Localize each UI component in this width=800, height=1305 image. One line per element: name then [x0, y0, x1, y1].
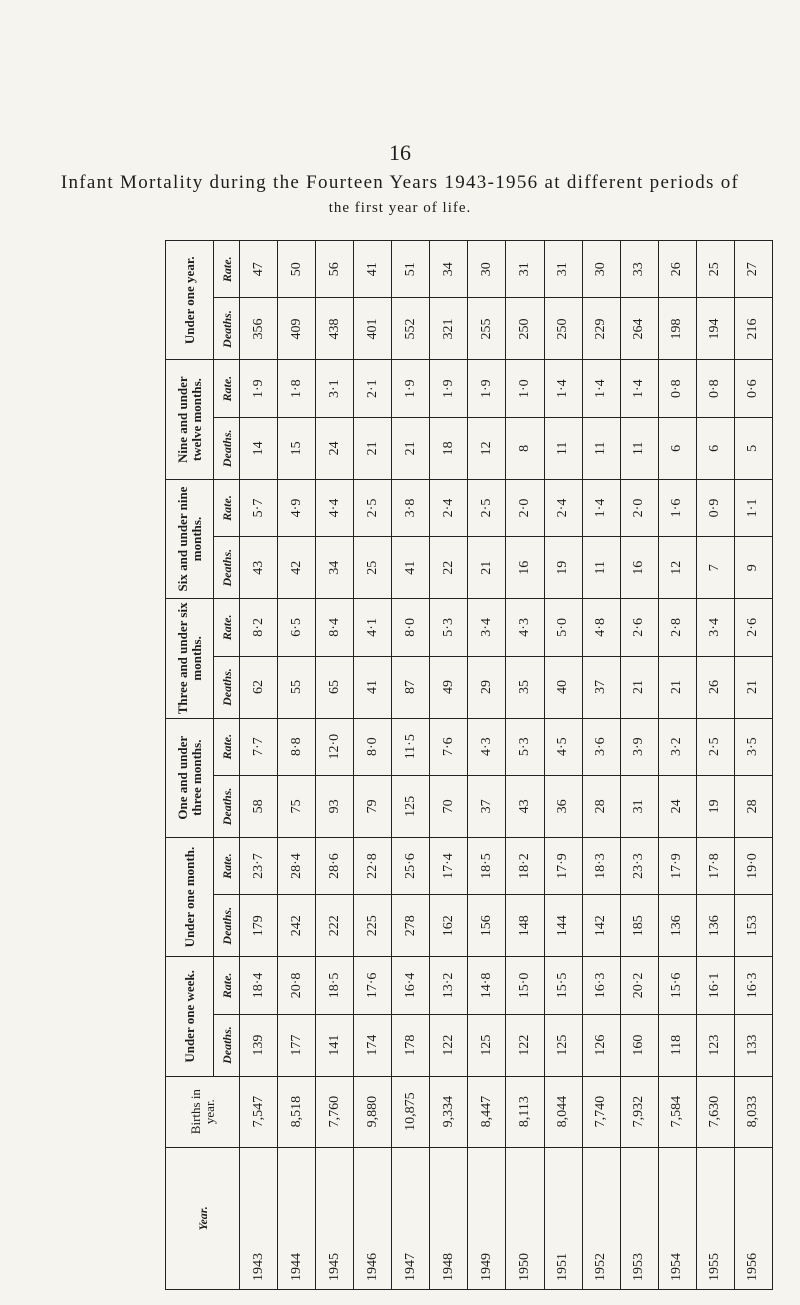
rate-cell: 41	[354, 241, 392, 298]
group-header: Under one week.	[166, 957, 214, 1076]
deaths-cell: 125	[468, 1014, 506, 1076]
deaths-cell: 35	[506, 656, 544, 718]
deaths-subheader: Deaths.	[214, 1014, 240, 1076]
deaths-cell: 24	[658, 775, 696, 837]
rate-cell: 4·9	[278, 479, 316, 536]
births-cell: 8,033	[734, 1076, 772, 1147]
rate-cell: 28·6	[316, 837, 354, 894]
rate-cell: 8·8	[278, 718, 316, 775]
year-cell: 1955	[696, 1147, 734, 1289]
rate-cell: 15·0	[506, 957, 544, 1014]
births-header: Births in year.	[166, 1076, 240, 1147]
rate-subheader: Rate.	[214, 479, 240, 536]
rate-cell: 13·2	[430, 957, 468, 1014]
rate-cell: 4·3	[468, 718, 506, 775]
births-cell: 8,044	[544, 1076, 582, 1147]
group-header: Three and under six months.	[166, 599, 214, 718]
births-cell: 7,760	[316, 1076, 354, 1147]
rate-subheader: Rate.	[214, 957, 240, 1014]
page-title: Infant Mortality during the Fourteen Years 1943-1956 at different periods of	[60, 172, 740, 193]
deaths-cell: 122	[430, 1014, 468, 1076]
rate-cell: 1·9	[240, 360, 278, 417]
births-cell: 9,880	[354, 1076, 392, 1147]
rate-cell: 25·6	[392, 837, 430, 894]
rate-cell: 56	[316, 241, 354, 298]
year-cell: 1944	[278, 1147, 316, 1289]
deaths-cell: 242	[278, 895, 316, 957]
deaths-cell: 21	[354, 417, 392, 479]
deaths-cell: 55	[278, 656, 316, 718]
deaths-cell: 174	[354, 1014, 392, 1076]
deaths-cell: 438	[316, 298, 354, 360]
deaths-cell: 41	[354, 656, 392, 718]
rate-cell: 23·7	[240, 837, 278, 894]
deaths-cell: 93	[316, 775, 354, 837]
table-row	[354, 241, 392, 1290]
rate-cell: 17·9	[544, 837, 582, 894]
rate-cell: 4·1	[354, 599, 392, 656]
year-header: Year.	[166, 1147, 240, 1289]
births-cell: 8,447	[468, 1076, 506, 1147]
rate-cell: 18·3	[582, 837, 620, 894]
table-row	[240, 241, 278, 1290]
deaths-cell: 133	[734, 1014, 772, 1076]
mortality-table-rotator	[165, 240, 773, 1290]
rate-cell: 51	[392, 241, 430, 298]
rate-cell: 2·6	[734, 599, 772, 656]
rate-cell: 14·8	[468, 957, 506, 1014]
deaths-cell: 156	[468, 895, 506, 957]
rate-cell: 1·1	[734, 479, 772, 536]
deaths-cell: 177	[278, 1014, 316, 1076]
year-cell: 1952	[582, 1147, 620, 1289]
rate-subheader: Rate.	[214, 360, 240, 417]
rate-cell: 30	[582, 241, 620, 298]
rate-cell: 5·3	[506, 718, 544, 775]
deaths-cell: 28	[582, 775, 620, 837]
rate-cell: 0·9	[696, 479, 734, 536]
deaths-cell: 136	[658, 895, 696, 957]
rate-cell: 25	[696, 241, 734, 298]
rate-cell: 18·5	[468, 837, 506, 894]
deaths-cell: 21	[468, 537, 506, 599]
deaths-cell: 21	[392, 417, 430, 479]
rate-cell: 3·8	[392, 479, 430, 536]
rate-cell: 17·9	[658, 837, 696, 894]
rate-cell: 27	[734, 241, 772, 298]
deaths-subheader: Deaths.	[214, 895, 240, 957]
deaths-cell: 41	[392, 537, 430, 599]
rate-cell: 3·9	[620, 718, 658, 775]
deaths-cell: 29	[468, 656, 506, 718]
page-subtitle: the first year of life.	[328, 200, 472, 216]
rate-cell: 20·8	[278, 957, 316, 1014]
rate-cell: 5·3	[430, 599, 468, 656]
deaths-cell: 222	[316, 895, 354, 957]
group-header: Six and under nine months.	[166, 479, 214, 598]
rate-cell: 8·0	[354, 718, 392, 775]
deaths-cell: 185	[620, 895, 658, 957]
table-row	[658, 241, 696, 1290]
rate-cell: 7·6	[430, 718, 468, 775]
births-cell: 10,875	[392, 1076, 430, 1147]
deaths-cell: 178	[392, 1014, 430, 1076]
deaths-cell: 139	[240, 1014, 278, 1076]
deaths-cell: 21	[620, 656, 658, 718]
deaths-cell: 144	[544, 895, 582, 957]
deaths-cell: 87	[392, 656, 430, 718]
rate-cell: 2·5	[354, 479, 392, 536]
deaths-subheader: Deaths.	[214, 656, 240, 718]
rate-cell: 0·6	[734, 360, 772, 417]
rate-cell: 8·4	[316, 599, 354, 656]
rate-cell: 17·8	[696, 837, 734, 894]
table-row	[278, 241, 316, 1290]
deaths-cell: 19	[696, 775, 734, 837]
deaths-cell: 5	[734, 417, 772, 479]
births-cell: 8,113	[506, 1076, 544, 1147]
table-row	[620, 241, 658, 1290]
rate-cell: 5·7	[240, 479, 278, 536]
rate-cell: 16·4	[392, 957, 430, 1014]
deaths-cell: 16	[506, 537, 544, 599]
rate-cell: 2·6	[620, 599, 658, 656]
rate-cell: 3·2	[658, 718, 696, 775]
rate-cell: 47	[240, 241, 278, 298]
rate-cell: 34	[430, 241, 468, 298]
deaths-cell: 153	[734, 895, 772, 957]
deaths-cell: 356	[240, 298, 278, 360]
deaths-cell: 12	[468, 417, 506, 479]
rate-cell: 22·8	[354, 837, 392, 894]
rate-cell: 19·0	[734, 837, 772, 894]
deaths-cell: 122	[506, 1014, 544, 1076]
deaths-cell: 194	[696, 298, 734, 360]
table-row	[506, 241, 544, 1290]
rate-cell: 3·4	[696, 599, 734, 656]
rate-cell: 2·5	[696, 718, 734, 775]
rate-cell: 18·2	[506, 837, 544, 894]
rate-cell: 18·4	[240, 957, 278, 1014]
deaths-cell: 43	[506, 775, 544, 837]
table-row	[392, 241, 430, 1290]
deaths-cell: 401	[354, 298, 392, 360]
deaths-cell: 40	[544, 656, 582, 718]
deaths-cell: 58	[240, 775, 278, 837]
deaths-cell: 28	[734, 775, 772, 837]
group-header: One and under three months.	[166, 718, 214, 837]
deaths-cell: 75	[278, 775, 316, 837]
rate-cell: 1·9	[468, 360, 506, 417]
year-cell: 1953	[620, 1147, 658, 1289]
year-cell: 1954	[658, 1147, 696, 1289]
rate-cell: 4·5	[544, 718, 582, 775]
deaths-cell: 225	[354, 895, 392, 957]
deaths-cell: 6	[696, 417, 734, 479]
rate-cell: 33	[620, 241, 658, 298]
table-row	[696, 241, 734, 1290]
rate-subheader: Rate.	[214, 599, 240, 656]
deaths-cell: 34	[316, 537, 354, 599]
rate-cell: 1·8	[278, 360, 316, 417]
mortality-table	[165, 240, 773, 1290]
rate-cell: 3·1	[316, 360, 354, 417]
table-row	[316, 241, 354, 1290]
rate-cell: 1·0	[506, 360, 544, 417]
births-cell: 7,740	[582, 1076, 620, 1147]
deaths-cell: 7	[696, 537, 734, 599]
deaths-cell: 18	[430, 417, 468, 479]
rate-cell: 4·3	[506, 599, 544, 656]
deaths-cell: 12	[658, 537, 696, 599]
births-cell: 7,630	[696, 1076, 734, 1147]
deaths-cell: 31	[620, 775, 658, 837]
deaths-cell: 24	[316, 417, 354, 479]
deaths-cell: 15	[278, 417, 316, 479]
deaths-cell: 142	[582, 895, 620, 957]
deaths-cell: 250	[544, 298, 582, 360]
deaths-cell: 179	[240, 895, 278, 957]
deaths-cell: 11	[582, 537, 620, 599]
table-body	[240, 241, 773, 1290]
deaths-cell: 126	[582, 1014, 620, 1076]
deaths-cell: 6	[658, 417, 696, 479]
deaths-cell: 36	[544, 775, 582, 837]
rate-cell: 23·3	[620, 837, 658, 894]
rate-cell: 8·0	[392, 599, 430, 656]
deaths-cell: 125	[392, 775, 430, 837]
deaths-cell: 49	[430, 656, 468, 718]
rate-cell: 5·0	[544, 599, 582, 656]
mortality-table-frame	[165, 240, 773, 1290]
deaths-cell: 409	[278, 298, 316, 360]
year-cell: 1948	[430, 1147, 468, 1289]
year-cell: 1947	[392, 1147, 430, 1289]
births-cell: 7,584	[658, 1076, 696, 1147]
deaths-cell: 255	[468, 298, 506, 360]
rate-cell: 1·4	[620, 360, 658, 417]
deaths-subheader: Deaths.	[214, 298, 240, 360]
rate-cell: 0·8	[658, 360, 696, 417]
deaths-subheader: Deaths.	[214, 775, 240, 837]
deaths-cell: 43	[240, 537, 278, 599]
rate-cell: 8·2	[240, 599, 278, 656]
rate-cell: 2·4	[430, 479, 468, 536]
deaths-cell: 25	[354, 537, 392, 599]
page-number: 16	[389, 140, 411, 165]
deaths-cell: 216	[734, 298, 772, 360]
year-cell: 1946	[354, 1147, 392, 1289]
deaths-cell: 198	[658, 298, 696, 360]
deaths-cell: 26	[696, 656, 734, 718]
rate-cell: 1·4	[582, 479, 620, 536]
births-cell: 7,547	[240, 1076, 278, 1147]
deaths-cell: 65	[316, 656, 354, 718]
rate-subheader: Rate.	[214, 241, 240, 298]
rate-cell: 1·9	[430, 360, 468, 417]
deaths-cell: 141	[316, 1014, 354, 1076]
rate-cell: 28·4	[278, 837, 316, 894]
rate-cell: 2·4	[544, 479, 582, 536]
table-row	[544, 241, 582, 1290]
deaths-cell: 118	[658, 1014, 696, 1076]
births-cell: 7,932	[620, 1076, 658, 1147]
rate-cell: 30	[468, 241, 506, 298]
deaths-cell: 11	[544, 417, 582, 479]
deaths-cell: 22	[430, 537, 468, 599]
deaths-cell: 278	[392, 895, 430, 957]
deaths-cell: 552	[392, 298, 430, 360]
deaths-cell: 79	[354, 775, 392, 837]
deaths-cell: 14	[240, 417, 278, 479]
deaths-cell: 264	[620, 298, 658, 360]
rate-cell: 12·0	[316, 718, 354, 775]
deaths-cell: 11	[620, 417, 658, 479]
deaths-cell: 42	[278, 537, 316, 599]
deaths-cell: 9	[734, 537, 772, 599]
deaths-cell: 37	[582, 656, 620, 718]
rate-cell: 31	[506, 241, 544, 298]
rate-cell: 2·8	[658, 599, 696, 656]
year-cell: 1945	[316, 1147, 354, 1289]
year-cell: 1943	[240, 1147, 278, 1289]
rate-cell: 50	[278, 241, 316, 298]
rate-cell: 4·8	[582, 599, 620, 656]
rate-cell: 2·0	[620, 479, 658, 536]
rate-cell: 31	[544, 241, 582, 298]
rate-cell: 16·3	[734, 957, 772, 1014]
rate-cell: 17·6	[354, 957, 392, 1014]
deaths-cell: 21	[658, 656, 696, 718]
rate-cell: 18·5	[316, 957, 354, 1014]
rate-cell: 1·4	[582, 360, 620, 417]
deaths-cell: 250	[506, 298, 544, 360]
deaths-cell: 70	[430, 775, 468, 837]
deaths-cell: 8	[506, 417, 544, 479]
rate-subheader: Rate.	[214, 837, 240, 894]
rate-cell: 11·5	[392, 718, 430, 775]
deaths-cell: 321	[430, 298, 468, 360]
year-cell: 1949	[468, 1147, 506, 1289]
rate-cell: 3·4	[468, 599, 506, 656]
births-cell: 9,334	[430, 1076, 468, 1147]
group-header: Under one month.	[166, 837, 214, 956]
deaths-cell: 125	[544, 1014, 582, 1076]
rate-cell: 2·0	[506, 479, 544, 536]
deaths-cell: 16	[620, 537, 658, 599]
deaths-cell: 21	[734, 656, 772, 718]
rate-cell: 2·5	[468, 479, 506, 536]
deaths-subheader: Deaths.	[214, 417, 240, 479]
rate-cell: 16·3	[582, 957, 620, 1014]
rate-cell: 15·5	[544, 957, 582, 1014]
rate-cell: 0·8	[696, 360, 734, 417]
rate-subheader: Rate.	[214, 718, 240, 775]
rate-cell: 1·6	[658, 479, 696, 536]
deaths-cell: 148	[506, 895, 544, 957]
rate-cell: 3·6	[582, 718, 620, 775]
deaths-cell: 160	[620, 1014, 658, 1076]
deaths-cell: 162	[430, 895, 468, 957]
year-cell: 1950	[506, 1147, 544, 1289]
rate-cell: 1·4	[544, 360, 582, 417]
deaths-cell: 19	[544, 537, 582, 599]
births-cell: 8,518	[278, 1076, 316, 1147]
rate-cell: 3·5	[734, 718, 772, 775]
deaths-cell: 229	[582, 298, 620, 360]
deaths-cell: 136	[696, 895, 734, 957]
deaths-cell: 11	[582, 417, 620, 479]
group-header: Under one year.	[166, 241, 214, 360]
deaths-subheader: Deaths.	[214, 537, 240, 599]
deaths-cell: 62	[240, 656, 278, 718]
rate-cell: 4·4	[316, 479, 354, 536]
rate-cell: 16·1	[696, 957, 734, 1014]
table-row	[468, 241, 506, 1290]
deaths-cell: 123	[696, 1014, 734, 1076]
rate-cell: 1·9	[392, 360, 430, 417]
rate-cell: 2·1	[354, 360, 392, 417]
rate-cell: 6·5	[278, 599, 316, 656]
rate-cell: 20·2	[620, 957, 658, 1014]
year-cell: 1951	[544, 1147, 582, 1289]
deaths-cell: 37	[468, 775, 506, 837]
rate-cell: 26	[658, 241, 696, 298]
table-row	[582, 241, 620, 1290]
rate-cell: 15·6	[658, 957, 696, 1014]
table-row	[430, 241, 468, 1290]
table-row	[734, 241, 772, 1290]
group-header: Nine and under twelve months.	[166, 360, 214, 479]
rate-cell: 7·7	[240, 718, 278, 775]
group-header-row	[166, 241, 214, 1290]
year-cell: 1956	[734, 1147, 772, 1289]
rate-cell: 17·4	[430, 837, 468, 894]
